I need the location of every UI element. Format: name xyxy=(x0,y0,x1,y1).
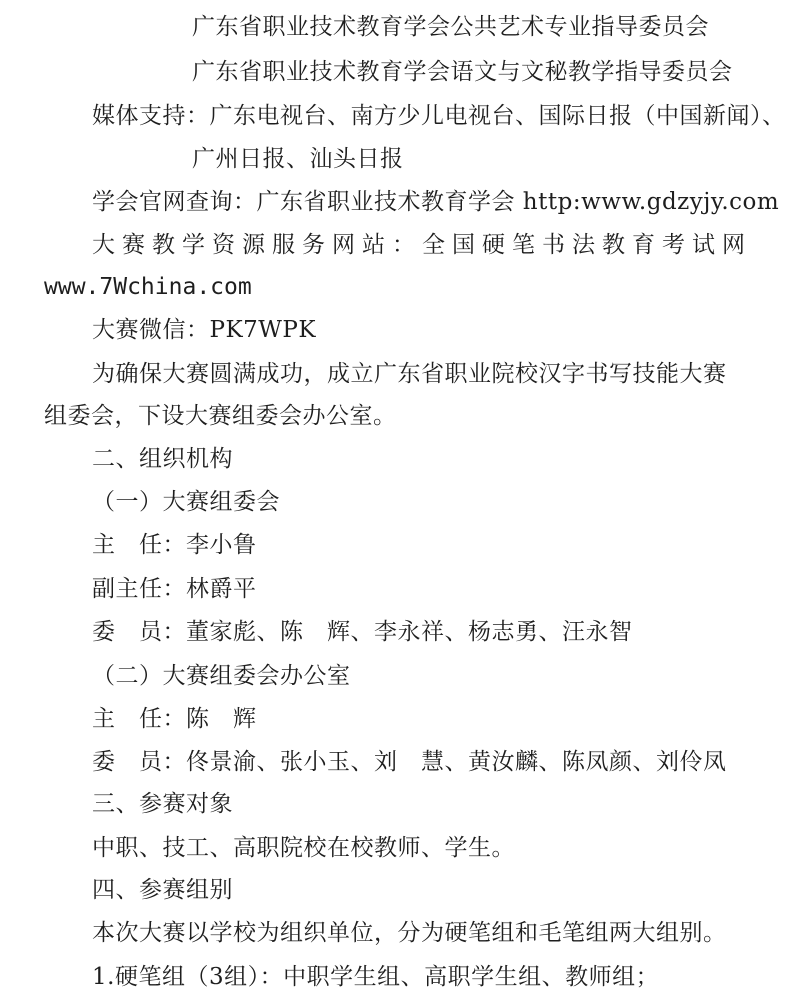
text-line: 媒体支持：广东电视台、南方少儿电视台、国际日报（中国新闻）、 xyxy=(92,103,786,129)
text-line: 主 任：陈 辉 xyxy=(92,706,257,732)
text-line: 主 任：李小鲁 xyxy=(92,532,257,558)
section-heading: 四、参赛组别 xyxy=(92,877,233,903)
text-line: 大赛教学资源服务网站：全国硬笔书法教育考试网 xyxy=(92,232,752,258)
text-line: 本次大赛以学校为组织单位，分为硬笔组和毛笔组两大组别。 xyxy=(92,920,727,946)
text-line: 组委会，下设大赛组委会办公室。 xyxy=(44,403,397,429)
subsection-heading: （二）大赛组委会办公室 xyxy=(92,663,351,689)
text-line: 广东省职业技术教育学会公共艺术专业指导委员会 xyxy=(192,14,709,40)
text-line: 委 员：佟景渝、张小玉、刘 慧、黄汝麟、陈凤颜、刘伶凤 xyxy=(92,749,727,775)
text-line: 1.硬笔组（3组）：中职学生组、高职学生组、教师组； xyxy=(92,964,660,990)
text-line: 副主任：林爵平 xyxy=(92,576,257,602)
text-line: 学会官网查询：广东省职业技术教育学会 http:www.gdzyjy.com xyxy=(92,189,780,215)
text-line: www.7Wchina.com xyxy=(44,274,252,300)
text-line: 中职、技工、高职院校在校教师、学生。 xyxy=(92,835,515,861)
section-heading: 二、组织机构 xyxy=(92,446,233,472)
text-line: 大赛微信：PK7WPK xyxy=(92,317,317,343)
text-line: 广州日报、汕头日报 xyxy=(192,146,404,172)
text-line: 为确保大赛圆满成功，成立广东省职业院校汉字书写技能大赛 xyxy=(92,361,727,387)
subsection-heading: （一）大赛组委会 xyxy=(92,489,280,515)
text-line: 广东省职业技术教育学会语文与文秘教学指导委员会 xyxy=(192,59,733,85)
section-heading: 三、参赛对象 xyxy=(92,791,233,817)
text-line: 委 员：董家彪、陈 辉、李永祥、杨志勇、汪永智 xyxy=(92,619,633,645)
